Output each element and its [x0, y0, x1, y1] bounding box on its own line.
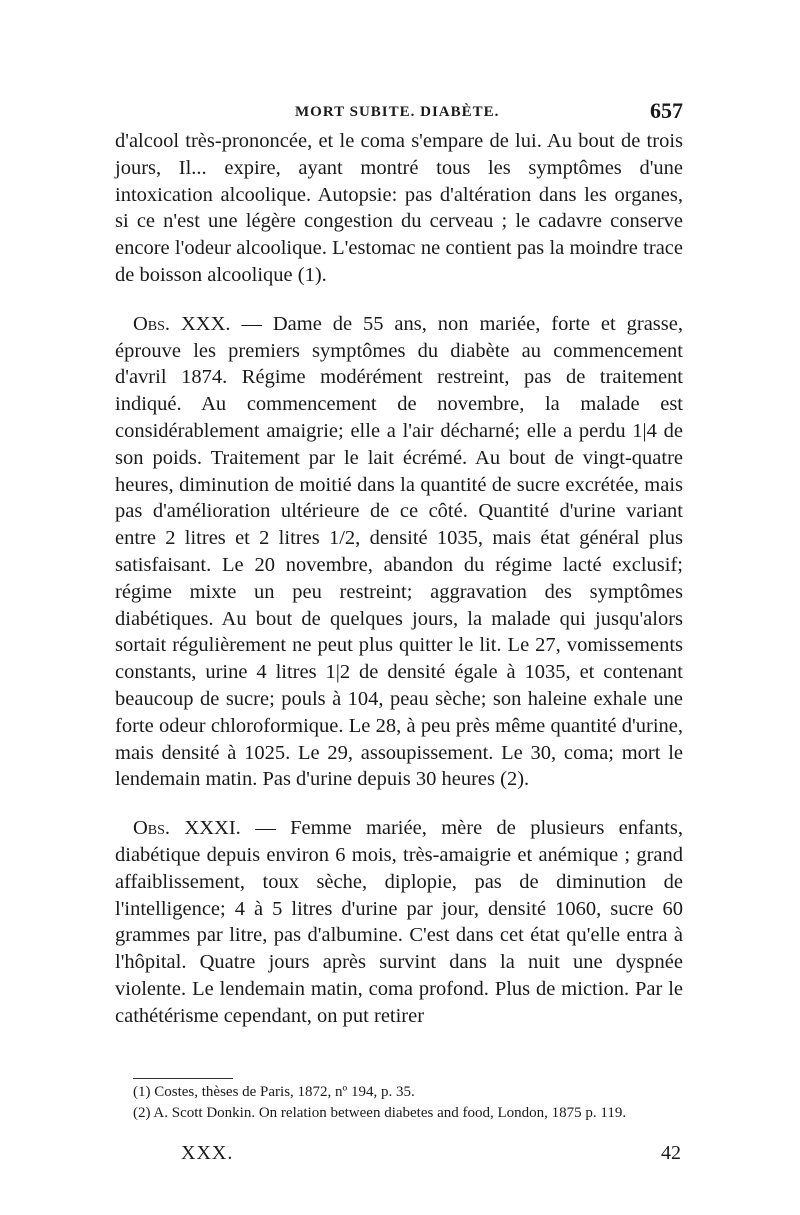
observation-xxxi [115, 815, 683, 1029]
signature-mark: XXX. [181, 1142, 234, 1164]
observation-label: Obs. XXX. [133, 312, 231, 335]
paragraph-text: — Dame de 55 ans, non mariée, forte et grasse, éprouve les premiers symptômes du diabète au commencement d'avril 1874. Régime modérément restreint, pas de traitement indiqué. Au commencement de novembre, la malade est considérablement amaigrie; elle a l'air décharné; elle a perdu 1|4 de son poids. Traitement par le lait écrémé. Au bout de vingt-quatre heures, diminution de moitié dans la quantité de sucre excrétée, mais pas d'amélioration ultérieure de ce côté. Quantité d'urine variant entre 2 litres et 2 litres 1/2, densité 1035, mais état général plus satisfaisant. Le 20 novembre, abandon du régime lacté exclusif; régime mixte un peu restreint; aggravation des symptômes diabétiques. Au bout de quelques jours, la malade qui jusqu'alors sortait régulièrement ne peut plus quitter le lit. Le 27, vomissements constants, urine 4 litres 1|2 de densité égale à 1035, et contenant beaucoup de sucre; pouls à 104, peau sèche; son haleine exhale une forte odeur chloroformique. Le 28, à peu près même quantité d'urine, mais densité à 1025. Le 29, assoupissement. Le 30, coma; mort le lendemain matin. Pas d'urine depuis 30 heures (2). [115, 312, 683, 791]
paragraph-text: d'alcool très-prononcée, et le coma s'empare de lui. Au bout de trois jours, Il... expire, ayant montré tous les symptômes d'une intoxication alcoolique. Autopsie: pas d'altération dans les organes, si ce n'est une légère congestion du cerveau ; le cadavre conserve encore l'odeur alcoolique. L'estomac ne contient pas la moindre trace de boisson alcoolique (1). [115, 130, 683, 286]
footnotes [115, 1082, 683, 1124]
footnote-1: (1) Costes, thèses de Paris, 1872, nº 194, p. 35. [133, 1084, 415, 1100]
footnote-2: (2) A. Scott Donkin. On relation between diabetes and food, London, 1875 p. 119. [133, 1105, 627, 1121]
page-header [115, 96, 683, 126]
running-head: MORT SUBITE. DIABÈTE. [295, 104, 500, 120]
signature-line [115, 1142, 683, 1172]
observation-label: Obs. XXXI. [133, 817, 241, 840]
paragraph-continuation [115, 128, 683, 289]
signature-number: 42 [661, 1142, 681, 1164]
footnote-rule [133, 1078, 233, 1079]
paragraph-text: — Femme mariée, mère de plusieurs enfants, diabétique depuis environ 6 mois, très-amaigrie et anémique ; grand affaiblissement, toux sèche, diplopie, pas de diminution de l'intelligence; 4 à 5 litres d'urine par jour, densité 1060, sucre 60 grammes par litre, pas d'albumine. C'est dans cet état qu'elle entra à l'hôpital. Quatre jours après survint dans la nuit une dyspnée violente. Le lendemain matin, coma profond. Plus de miction. Par le cathétérisme cependant, on put retirer [115, 817, 684, 1027]
observation-xxx [115, 311, 683, 793]
body-text [115, 128, 683, 1030]
page-number: 657 [650, 98, 683, 123]
